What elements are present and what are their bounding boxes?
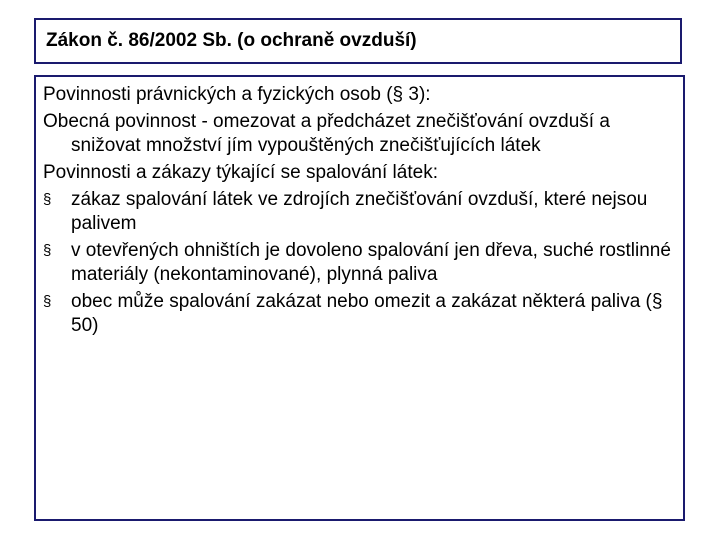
- section-bullet-icon: §: [43, 191, 52, 208]
- section-bullet-icon: §: [43, 242, 52, 259]
- paragraph-obligations: Povinnosti právnických a fyzických osob (§ 3):: [43, 84, 431, 105]
- list-item-text: v otevřených ohništích je dovoleno spalování jen dřeva, suché rostlinné materiály (nekontaminované), plynná paliva: [71, 240, 671, 285]
- list-item: [43, 290, 673, 338]
- section-bullet-icon: §: [43, 293, 52, 310]
- list-item: [43, 188, 673, 236]
- page-title: Zákon č. 86/2002 Sb. (o ochraně ovzduší): [46, 30, 417, 51]
- paragraph-general-duty: Obecná povinnost - omezovat a předcházet znečišťování ovzduší a snižovat množství jím vypouštěných znečišťujících látek: [43, 111, 610, 156]
- title-box: [34, 18, 682, 64]
- list-item-text: zákaz spalování látek ve zdrojích znečišťování ovzduší, které nejsou palivem: [71, 189, 648, 234]
- paragraph-burning-rules: Povinnosti a zákazy týkající se spalování látek:: [43, 162, 438, 183]
- list-item: [43, 239, 673, 287]
- list-item-text: obec může spalování zakázat nebo omezit a zakázat některá paliva (§ 50): [71, 291, 663, 336]
- content-box: [34, 75, 685, 521]
